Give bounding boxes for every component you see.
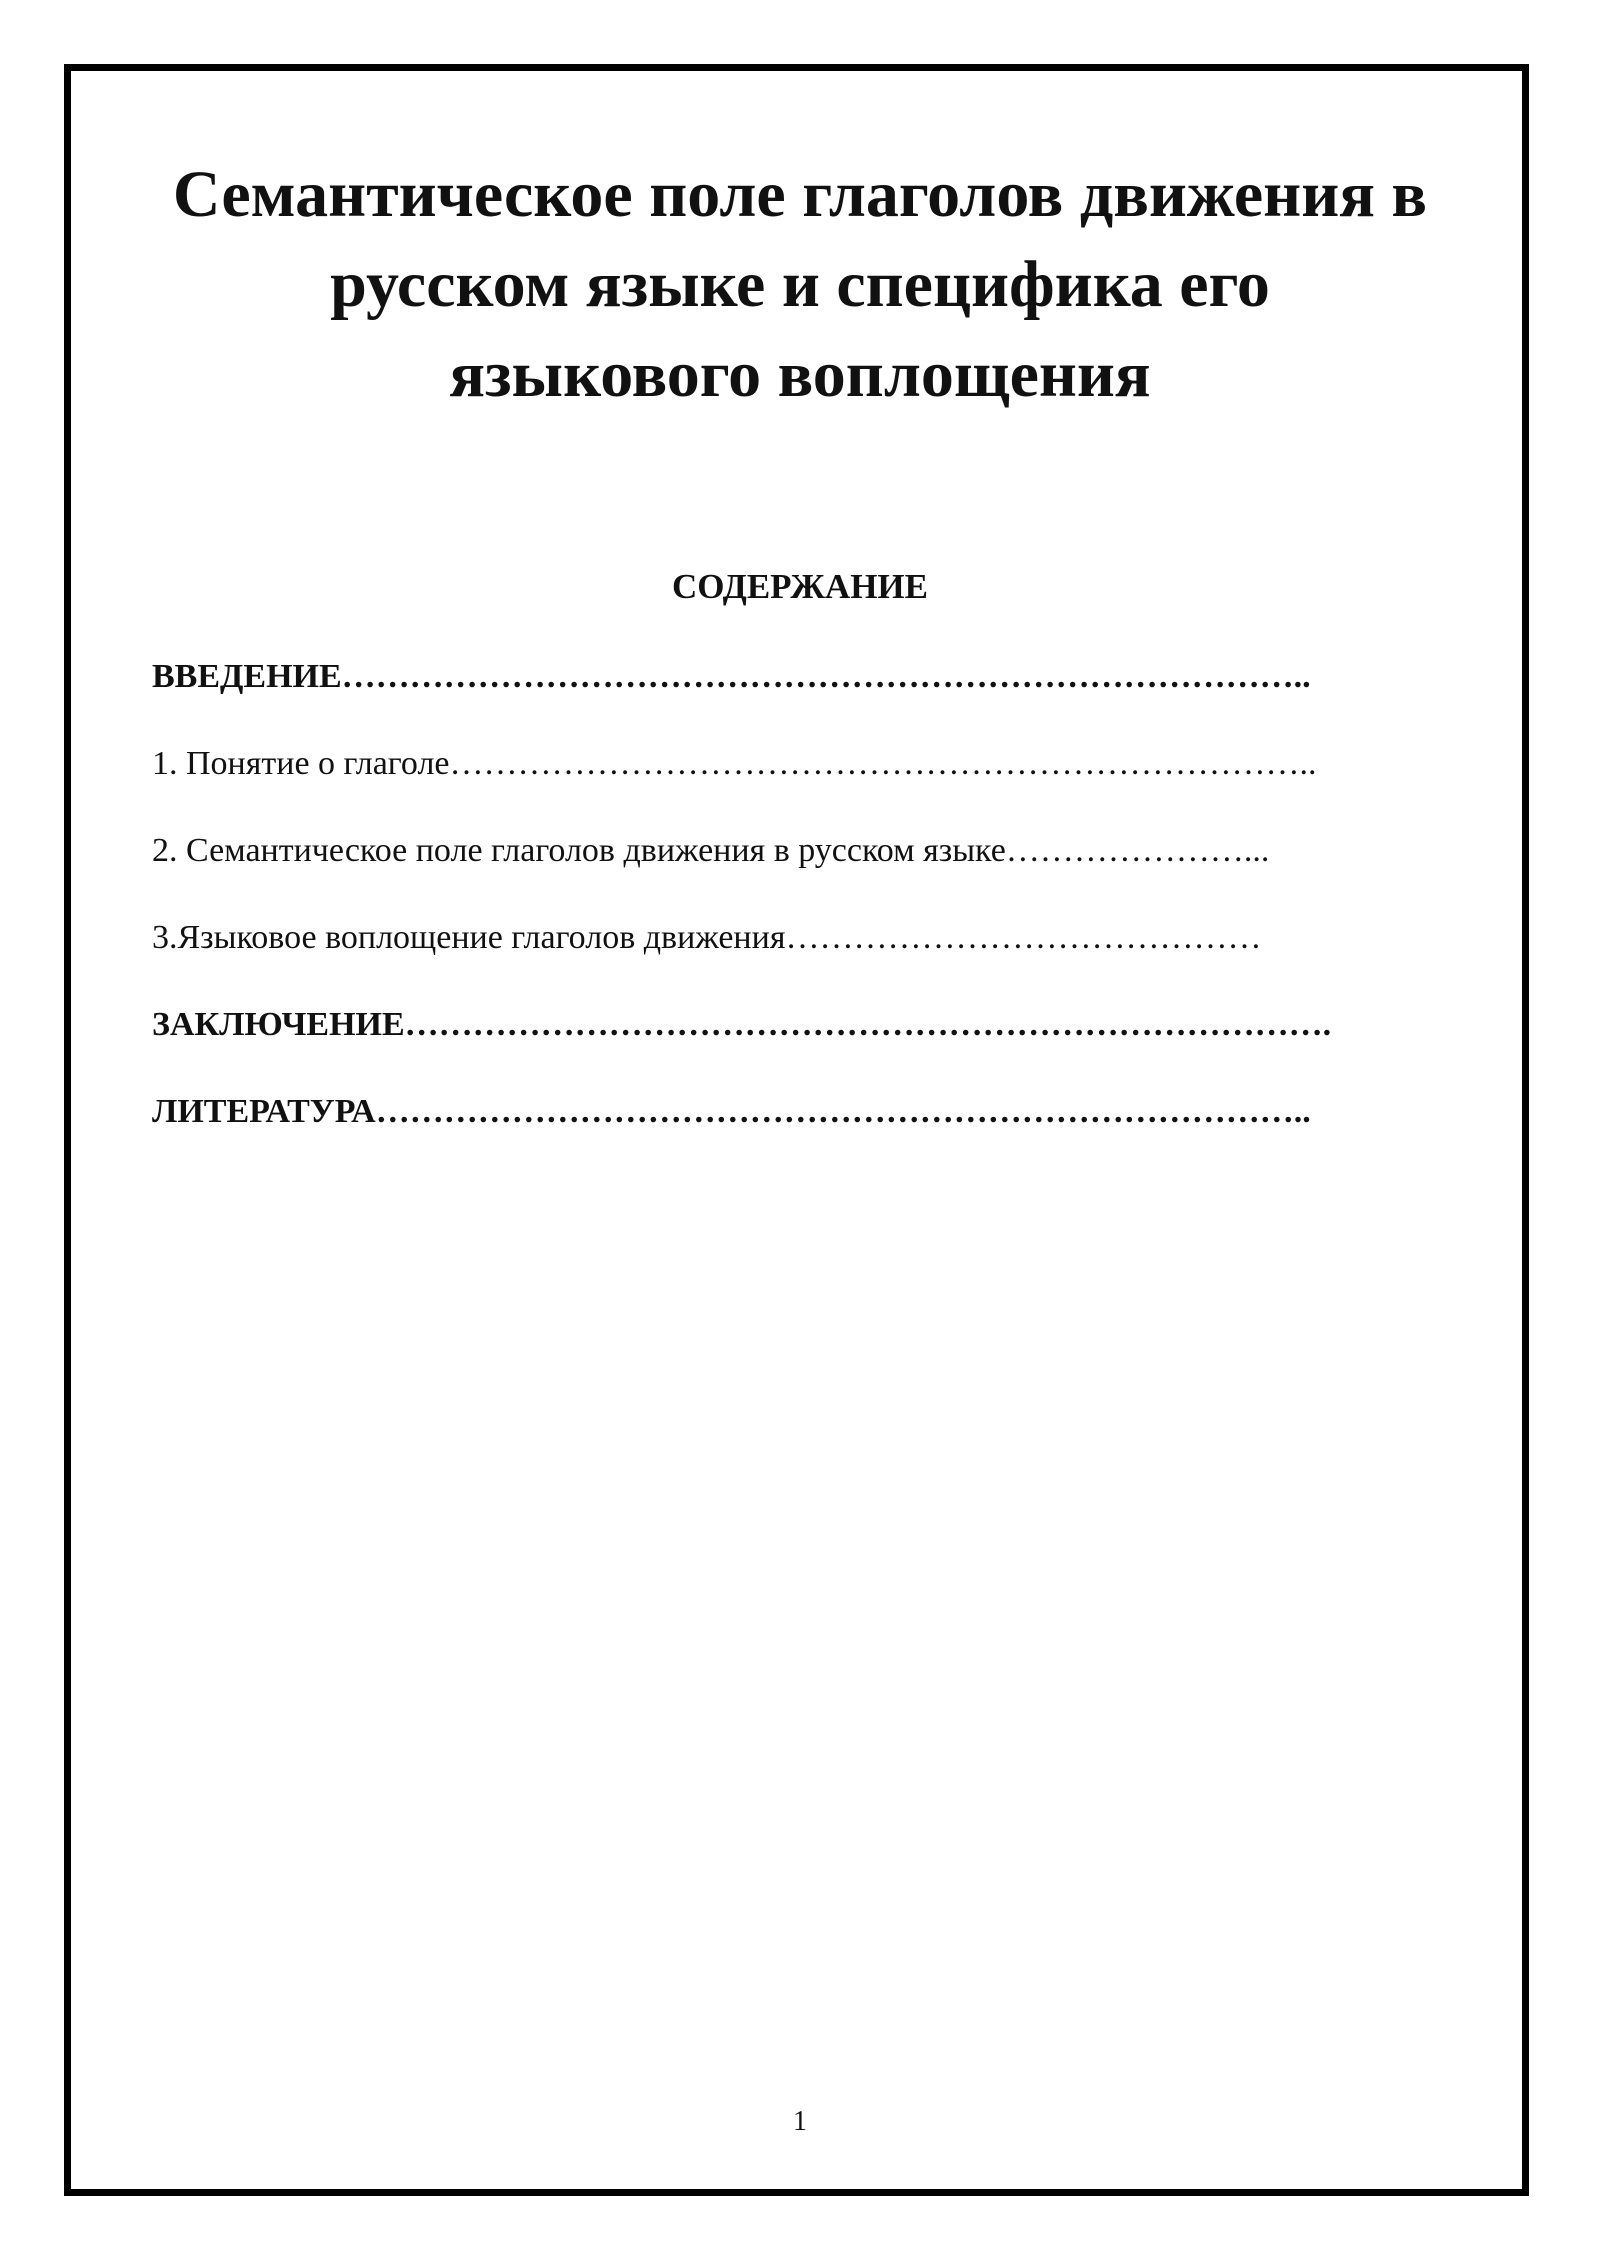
toc-entry-verb-concept: 1. Понятие о глаголе………………………………………………………………….. — [152, 745, 1317, 782]
page-number: 1 — [793, 2106, 807, 2137]
toc-entry-linguistic-embodiment: 3.Языковое воплощение глаголов движения…………………………………… — [152, 919, 1262, 956]
table-of-contents — [152, 648, 1452, 1170]
document-title — [100, 150, 1500, 420]
toc-entry-literature: ЛИТЕРАТУРА……………………………………………………………………….. — [152, 1093, 1311, 1130]
title-line-1: Семантическое поле глаголов движения в — [172, 158, 1428, 231]
toc-heading: СОДЕРЖАНИЕ — [671, 567, 928, 606]
toc-entry-conclusion: ЗАКЛЮЧЕНИЕ………………………………………………………………………. — [152, 1006, 1332, 1043]
title-line-2: русском языке и специфика его — [330, 248, 1270, 321]
toc-entry-semantic-field: 2. Семантическое поле глаголов движения в русском языке…………………... — [152, 832, 1270, 869]
title-line-3: языкового воплощения — [449, 338, 1151, 411]
toc-entry-introduction: ВВЕДЕНИЕ………………………………………………………………………….. — [152, 658, 1311, 695]
